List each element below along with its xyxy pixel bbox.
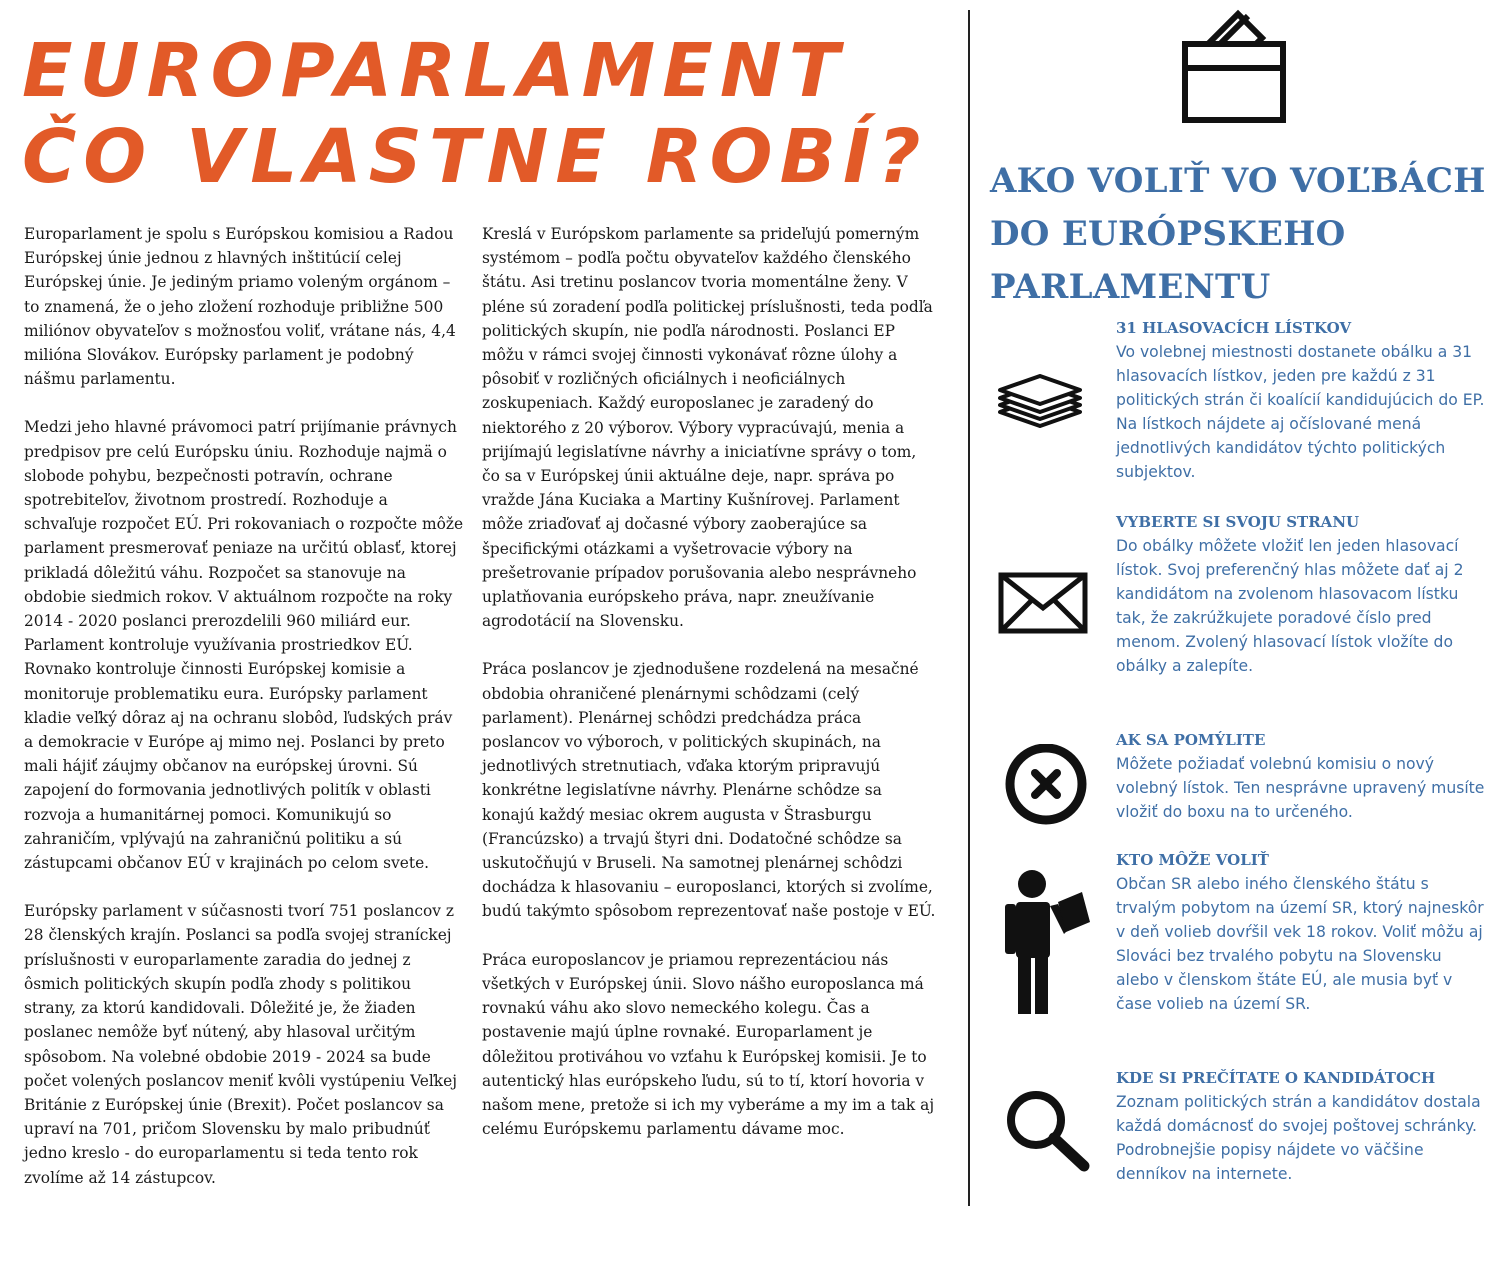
- info-heading: VYBERTE SI SVOJU STRANU: [1116, 513, 1360, 531]
- info-item-party: [1116, 510, 1486, 678]
- paragraph: Práca europoslancov je priamou reprezentáciou nás všetkých v Európskej únii. Slovo nášho europoslanca má rovnakú váhu ako slovo nemeckého kolegu. Čas a postavenie majú úplne rovnaké. Europarlament je dôležitou protiváhou vo vzťahu k Európskej komisii. Je to autentický hlas európskeho ľudu, sú to tí, ktorí hovoria v našom mene, pretože si ich my vyberáme a my im a tak aj celému Európskemu parlamentu dávame moc.: [482, 950, 935, 1139]
- info-text: Občan SR alebo iného členského štátu s trvalým pobytom na území SR, ktorý najneskôr v deň volieb dovŕšil vek 18 rokov. Voliť môžu aj Slováci bez trvalého pobytu na Slovensku alebo v členskom štáte EÚ, ale musia byť v čase volieb na území SR.: [1116, 875, 1484, 1013]
- info-text: Zoznam politických strán a kandidátov dostala každá domácnosť do svojej poštovej schránky. Podrobnejšie popisy nájdete vo väčšine denníkov na internete.: [1116, 1093, 1481, 1183]
- ballot-box-icon: [1180, 8, 1290, 124]
- info-item-ballots: [1116, 316, 1486, 484]
- paragraph: Európsky parlament v súčasnosti tvorí 751 poslancov z 28 členských krajín. Poslanci sa podľa svojej straníckej príslušnosti v europarlamente zaradia do jednej z ôsmich politických skupín podľa zhody s politikou strany, za ktorú kandidovali. Dôležité je, že žiaden poslanec nemôže byť nútený, aby hlasoval určitým spôsobom. Na volebné obdobie 2019 - 2024 sa bude počet volených poslancov meniť kvôli vystúpeniu Veľkej Británie z Európskej únie (Brexit). Počet poslancov sa upraví na 701, pričom Slovensku by malo pribudnúť jedno kreslo - do europarlamentu si teda tento rok zvolíme až 14 zástupcov.: [24, 902, 458, 1187]
- info-item-who-can-vote: [1116, 848, 1486, 1016]
- paragraph: Europarlament je spolu s Európskou komisiou a Radou Európskej únie jednou z hlavných inštitúcií celej Európskej únie. Je jediným priamo voleným orgánom – to znamená, že o jeho zložení rozhoduje približne 500 miliónov obyvateľov s možnosťou voliť, vrátane nás, 4,4 milióna Slovákov. Európsky parlament je podobný nášmu parlamentu.: [24, 225, 456, 389]
- sidebar-title: AKO VOLIŤ VO VOĽBÁCH DO EURÓPSKEHO PARLAMENTU: [990, 161, 1486, 307]
- title-line-2: ČO VLASTNE ROBÍ?: [22, 114, 928, 200]
- person-voter-icon: [998, 868, 1098, 1018]
- cancel-circle-icon: [998, 744, 1092, 838]
- magnifier-icon: [998, 1086, 1094, 1182]
- paragraph: Kreslá v Európskom parlamente sa prideľujú pomerným systémom – podľa počtu obyvateľov každého členského štátu. Asi tretinu poslancov tvoria momentálne ženy. V pléne sú zoradení podľa politickej príslušnosti, teda podľa politických skupín, nie podľa národnosti. Poslanci EP môžu v rámci svojej činnosti vykonávať rôzne úlohy a pôsobiť v rozličných oficiálnych i neoficiálnych zoskupeniach. Každý europoslanec je zaradený do niektorého z 20 výborov. Výbory vypracúvajú, menia a prijímajú legislatívne návrhy a iniciatívne správy o tom, čo sa v Európskej únii aktuálne deje, napr. správa po vražde Jána Kuciaka a Martiny Kušnírovej. Parlament môže zriaďovať aj dočasné výbory zaoberajúce sa špecifickými otázkami a vyšetrovacie výbory na prešetrovanie prípadov porušovania alebo nesprávneho uplatňovania európskeho práva, napr. zneužívanie agrodotácií na Slovensku.: [482, 225, 933, 631]
- info-text: Vo volebnej miestnosti dostanete obálku a 31 hlasovacích lístkov, jeden pre každú z 31 politických strán či koalícií kandidujúcich do EP. Na lístkoch nájdete aj očíslované mená jednotlivých kandidátov týchto politických subjektov.: [1116, 343, 1485, 481]
- paragraph: Medzi jeho hlavné právomoci patrí prijímanie právnych predpisov pre celú Európsku úniu. Rozhoduje najmä o slobode pohybu, bezpečnosti potravín, ochrane spotrebiteľov, životnom prostredí. Rozhoduje a schvaľuje rozpočet EÚ. Pri rokovaniach o rozpočte môže parlament presmerovať peniaze na určitú oblasť, ktorej prikladá dôležitú váhu. Rozpočet sa stanovuje na obdobie siedmich rokov. V aktuálnom rozpočte na roky 2014 - 2020 poslanci prerozdelili 960 miliárd eur. Parlament kontroluje využívania prostriedkov EÚ. Rovnako kontroluje činnosti Európskej komisie a monitoruje problematiku eura. Európsky parlament kladie veľký dôraz aj na ochranu slobôd, ľudských práv a demokracie v Európe aj mimo nej. Poslanci by preto mali hájiť záujmy občanov na európskej úrovni. Sú zapojení do formovania jednotlivých politík v oblasti rozvoja a humanitárnej pomoci. Komunikujú so zahraničím, vplývajú na zahraničnú politiku a sú zástupcami občanov EÚ v krajinách po celom svete.: [24, 418, 464, 873]
- info-text: Do obálky môžete vložiť len jeden hlasovací lístok. Svoj preferenčný hlas môžete dať aj 2 kandidátom na zvolenom hlasovacom lístku tak, že zakrúžkujete poradové číslo pred menom. Zvolený hlasovací lístok vložíte do obálky a zalepíte.: [1116, 537, 1464, 675]
- envelope-icon: [998, 572, 1088, 634]
- title-line-1: EUROPARLAMENT: [22, 28, 847, 114]
- info-item-candidates: [1116, 1066, 1486, 1186]
- info-heading: KDE SI PREČÍTATE O KANDIDÁTOCH: [1116, 1069, 1436, 1087]
- info-text: Môžete požiadať volebnú komisiu o nový volebný lístok. Ten nesprávne upravený musíte vložiť do boxu na to určeného.: [1116, 755, 1485, 821]
- article-column-2: [482, 222, 937, 1165]
- page-title: [22, 28, 942, 200]
- info-item-mistake: [1116, 728, 1486, 824]
- paragraph: Práca poslancov je zjednodušene rozdelená na mesačné obdobia ohraničené plenárnymi schôdzami (celý parlament). Plenárnej schôdzi predchádza práca poslancov vo výboroch, v politických skupinách, na jednotlivých stretnutiach, vďaka ktorým pripravujú konkrétne legislatívne návrhy. Plenárne schôdze sa konajú každý mesiac okrem augusta v Štrasburgu (Francúzsko) a trvajú štyri dni. Dodatočné schôdze sa uskutočňujú v Bruseli. Na samotnej plenárnej schôdzi dochádza k hlasovaniu – europoslanci, ktorých si zvolíme, budú takýmto spôsobom reprezentovať naše postoje v EÚ.: [482, 660, 936, 921]
- info-heading: 31 HLASOVACÍCH LÍSTKOV: [1116, 319, 1352, 337]
- article-column-1: [24, 222, 464, 1214]
- column-divider: [968, 10, 970, 1206]
- info-heading: AK SA POMÝLITE: [1116, 731, 1266, 749]
- info-heading: KTO MÔŽE VOLIŤ: [1116, 851, 1269, 869]
- paper-stack-icon: [998, 372, 1082, 430]
